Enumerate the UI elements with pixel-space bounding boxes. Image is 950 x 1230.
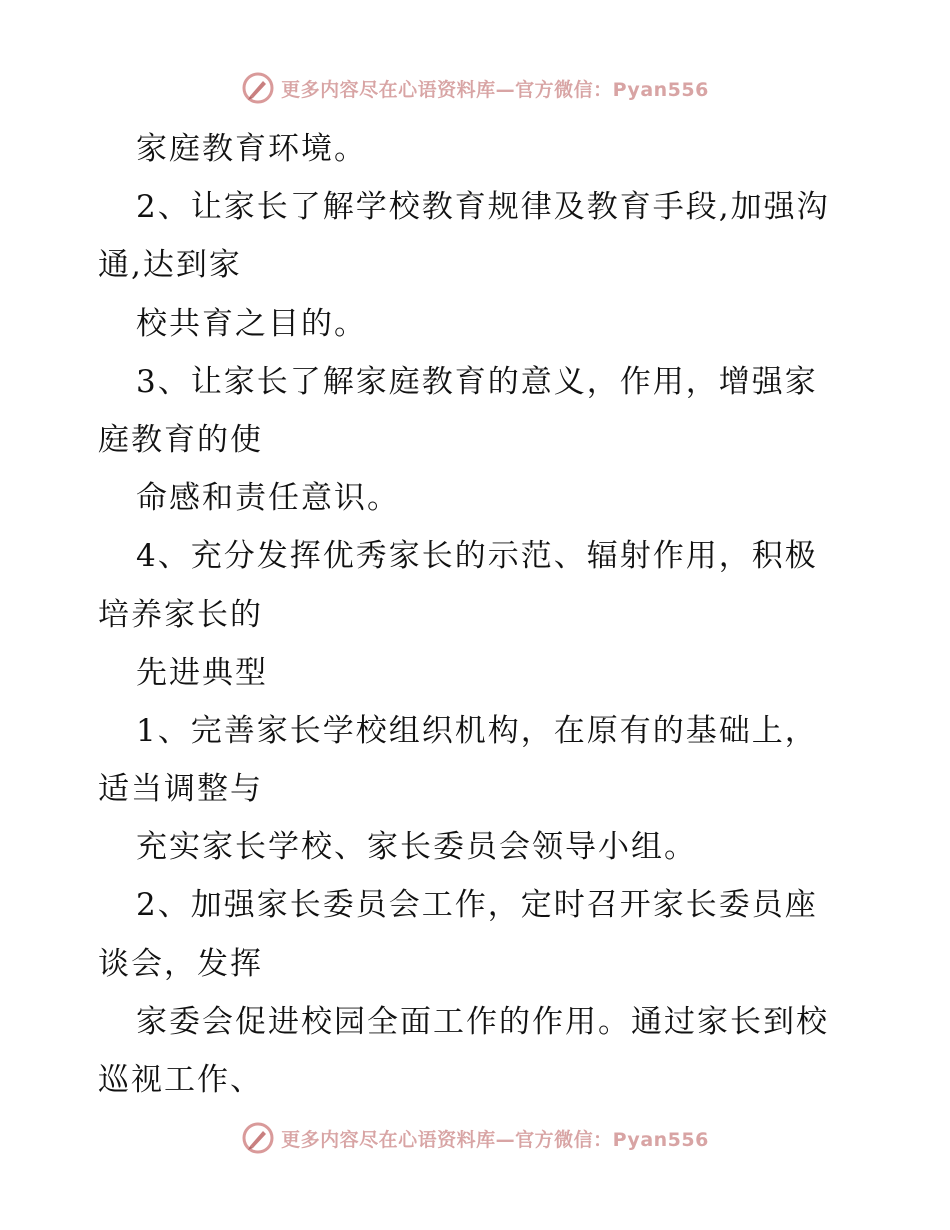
text-line: 巡视工作、: [98, 1062, 263, 1098]
document-body: [98, 120, 858, 1109]
pen-circle-logo-icon: [241, 1121, 275, 1155]
text-line: 2、加强家长委员会工作，定时召开家长委员座: [136, 887, 818, 924]
footer-watermark: [0, 1118, 950, 1158]
text-line: 命感和责任意识。: [136, 480, 400, 517]
text-line: 2、让家长了解学校教育规律及教育手段,加强沟: [136, 189, 830, 226]
watermark-text: 更多内容尽在心语资料库—官方微信：Pyan556: [281, 1128, 709, 1151]
text-line: 适当调整与: [98, 771, 263, 808]
text-line: 家委会促进校园全面工作的作用。通过家长到校: [136, 1003, 829, 1040]
text-line: 先进典型: [136, 654, 268, 691]
text-line: 充实家长学校、家长委员会领导小组。: [136, 829, 697, 866]
text-line: 校共育之目的。: [136, 305, 367, 342]
text-line: 1、完善家长学校组织机构，在原有的基础上，: [136, 712, 818, 749]
text-line: 通,达到家: [98, 247, 242, 284]
watermark-text: 更多内容尽在心语资料库—官方微信：Pyan556: [281, 78, 709, 101]
header-watermark: [0, 68, 950, 108]
text-line: 谈会，发挥: [98, 945, 263, 982]
text-line: 庭教育的使: [98, 421, 263, 458]
text-line: 3、让家长了解家庭教育的意义，作用，增强家: [136, 363, 818, 400]
text-line: 家庭教育环境。: [136, 131, 367, 167]
text-line: 培养家长的: [98, 596, 263, 633]
text-line: 4、充分发挥优秀家长的示范、辐射作用，积极: [136, 538, 818, 575]
pen-circle-logo-icon: [241, 71, 275, 105]
